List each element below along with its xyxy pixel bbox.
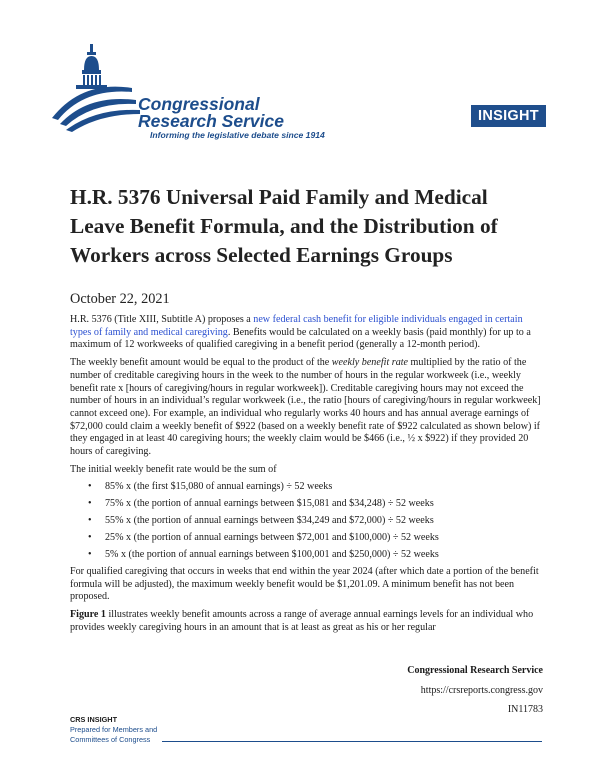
prepared-line1: Prepared for Members and bbox=[70, 725, 158, 734]
text-span: H.R. 5376 (Title XIII, Subtitle A) proposes a bbox=[70, 314, 254, 325]
figure-reference: Figure 1 bbox=[70, 609, 106, 620]
document-title: H.R. 5376 Universal Paid Family and Medical Leave Benefit Formula, and the Distribution of Workers across Selected Earnings Groups bbox=[70, 185, 498, 267]
benefit-link[interactable]: new federal cash benefit for eligible individuals engaged in certain types of family and medical caregiving bbox=[70, 314, 523, 338]
insight-badge: INSIGHT bbox=[471, 105, 546, 127]
emphasis-term: weekly benefit rate bbox=[331, 357, 409, 369]
text-span: multiplied by the ratio of the number of creditable caregiving hours in the week to the number of hours in the regular workweek (i.e., weekly benefit rate x [hours of caregiving/hours in regular workweek]). Creditable caregiving hours may not exceed the number of hours in an individual’s regular workweek (i.e., the ratio [hours of caregiving/hours in regular workweek] cannot exceed one). For example, an individual who regularly works 40 hours and has annual average earnings of $72,000 could claim a weekly benefit of $922 (based on a weekly benefit rate of $922 calculated as shown below) if they engaged in at least 40 caregiving hours; the weekly claim would be $466 (i.e., ½ x $922) if they provided 20 hours of caregiving. bbox=[70, 357, 541, 458]
paragraph-intro bbox=[70, 314, 544, 352]
footer-org: Congressional Research Service bbox=[407, 665, 543, 676]
text-span: illustrates weekly benefit amounts across a range of average annual earnings levels for an individual who provides weekly caregiving hours in an amount that is at least as great as his or her regular bbox=[70, 609, 534, 633]
logo-title-line2: Research Service bbox=[138, 111, 284, 131]
footer-url: https://crsreports.congress.gov bbox=[420, 684, 543, 696]
crs-logo bbox=[52, 40, 352, 150]
paragraph-figure-ref bbox=[70, 609, 544, 634]
paragraph-rate-intro: The initial weekly benefit rate would be the sum of bbox=[70, 463, 277, 475]
text-span: . Benefits would be calculated on a weekly basis (paid monthly) for up to a maximum of 12 workweeks of qualified caregiving in a benefit period (generally a 12-month period). bbox=[70, 326, 531, 351]
logo-title-line1: Congressional bbox=[138, 94, 260, 114]
document-body bbox=[70, 314, 544, 639]
list-item: • 5% x (the portion of annual earnings between $100,001 and $250,000) ÷ 52 weeks bbox=[70, 549, 544, 562]
list-item: • 85% x (the first $15,080 of annual earnings) ÷ 52 weeks bbox=[70, 481, 544, 494]
prepared-line2: Committees of Congress bbox=[70, 735, 151, 744]
list-item: • 25% x (the portion of annual earnings between $72,001 and $100,000) ÷ 52 weeks bbox=[70, 532, 544, 545]
list-item: • 75% x (the portion of annual earnings between $15,081 and $34,248) ÷ 52 weeks bbox=[70, 498, 544, 511]
crs-insight-label: CRS INSIGHT bbox=[70, 715, 118, 724]
publication-date: October 22, 2021 bbox=[70, 291, 170, 307]
text-span: The weekly benefit amount would be equal to the product of the bbox=[70, 357, 332, 369]
footer-info bbox=[407, 661, 543, 720]
footer-doc-id: IN11783 bbox=[507, 704, 543, 715]
benefit-rate-list bbox=[70, 481, 544, 561]
paragraph-max-benefit: For qualified caregiving that occurs in weeks that end within the year 2024 (after which date a portion of the benefit formula will be adjusted), the maximum weekly benefit would be $1,201.09. A minimum benefit has not been proposed. bbox=[70, 565, 539, 603]
logo-tagline: Informing the legislative debate since 1914 bbox=[150, 130, 325, 140]
paragraph-weekly-benefit bbox=[70, 357, 544, 459]
list-item: • 55% x (the portion of annual earnings between $34,249 and $72,000) ÷ 52 weeks bbox=[70, 515, 544, 528]
crs-insight-footer bbox=[70, 715, 157, 745]
footer-divider bbox=[162, 741, 542, 742]
